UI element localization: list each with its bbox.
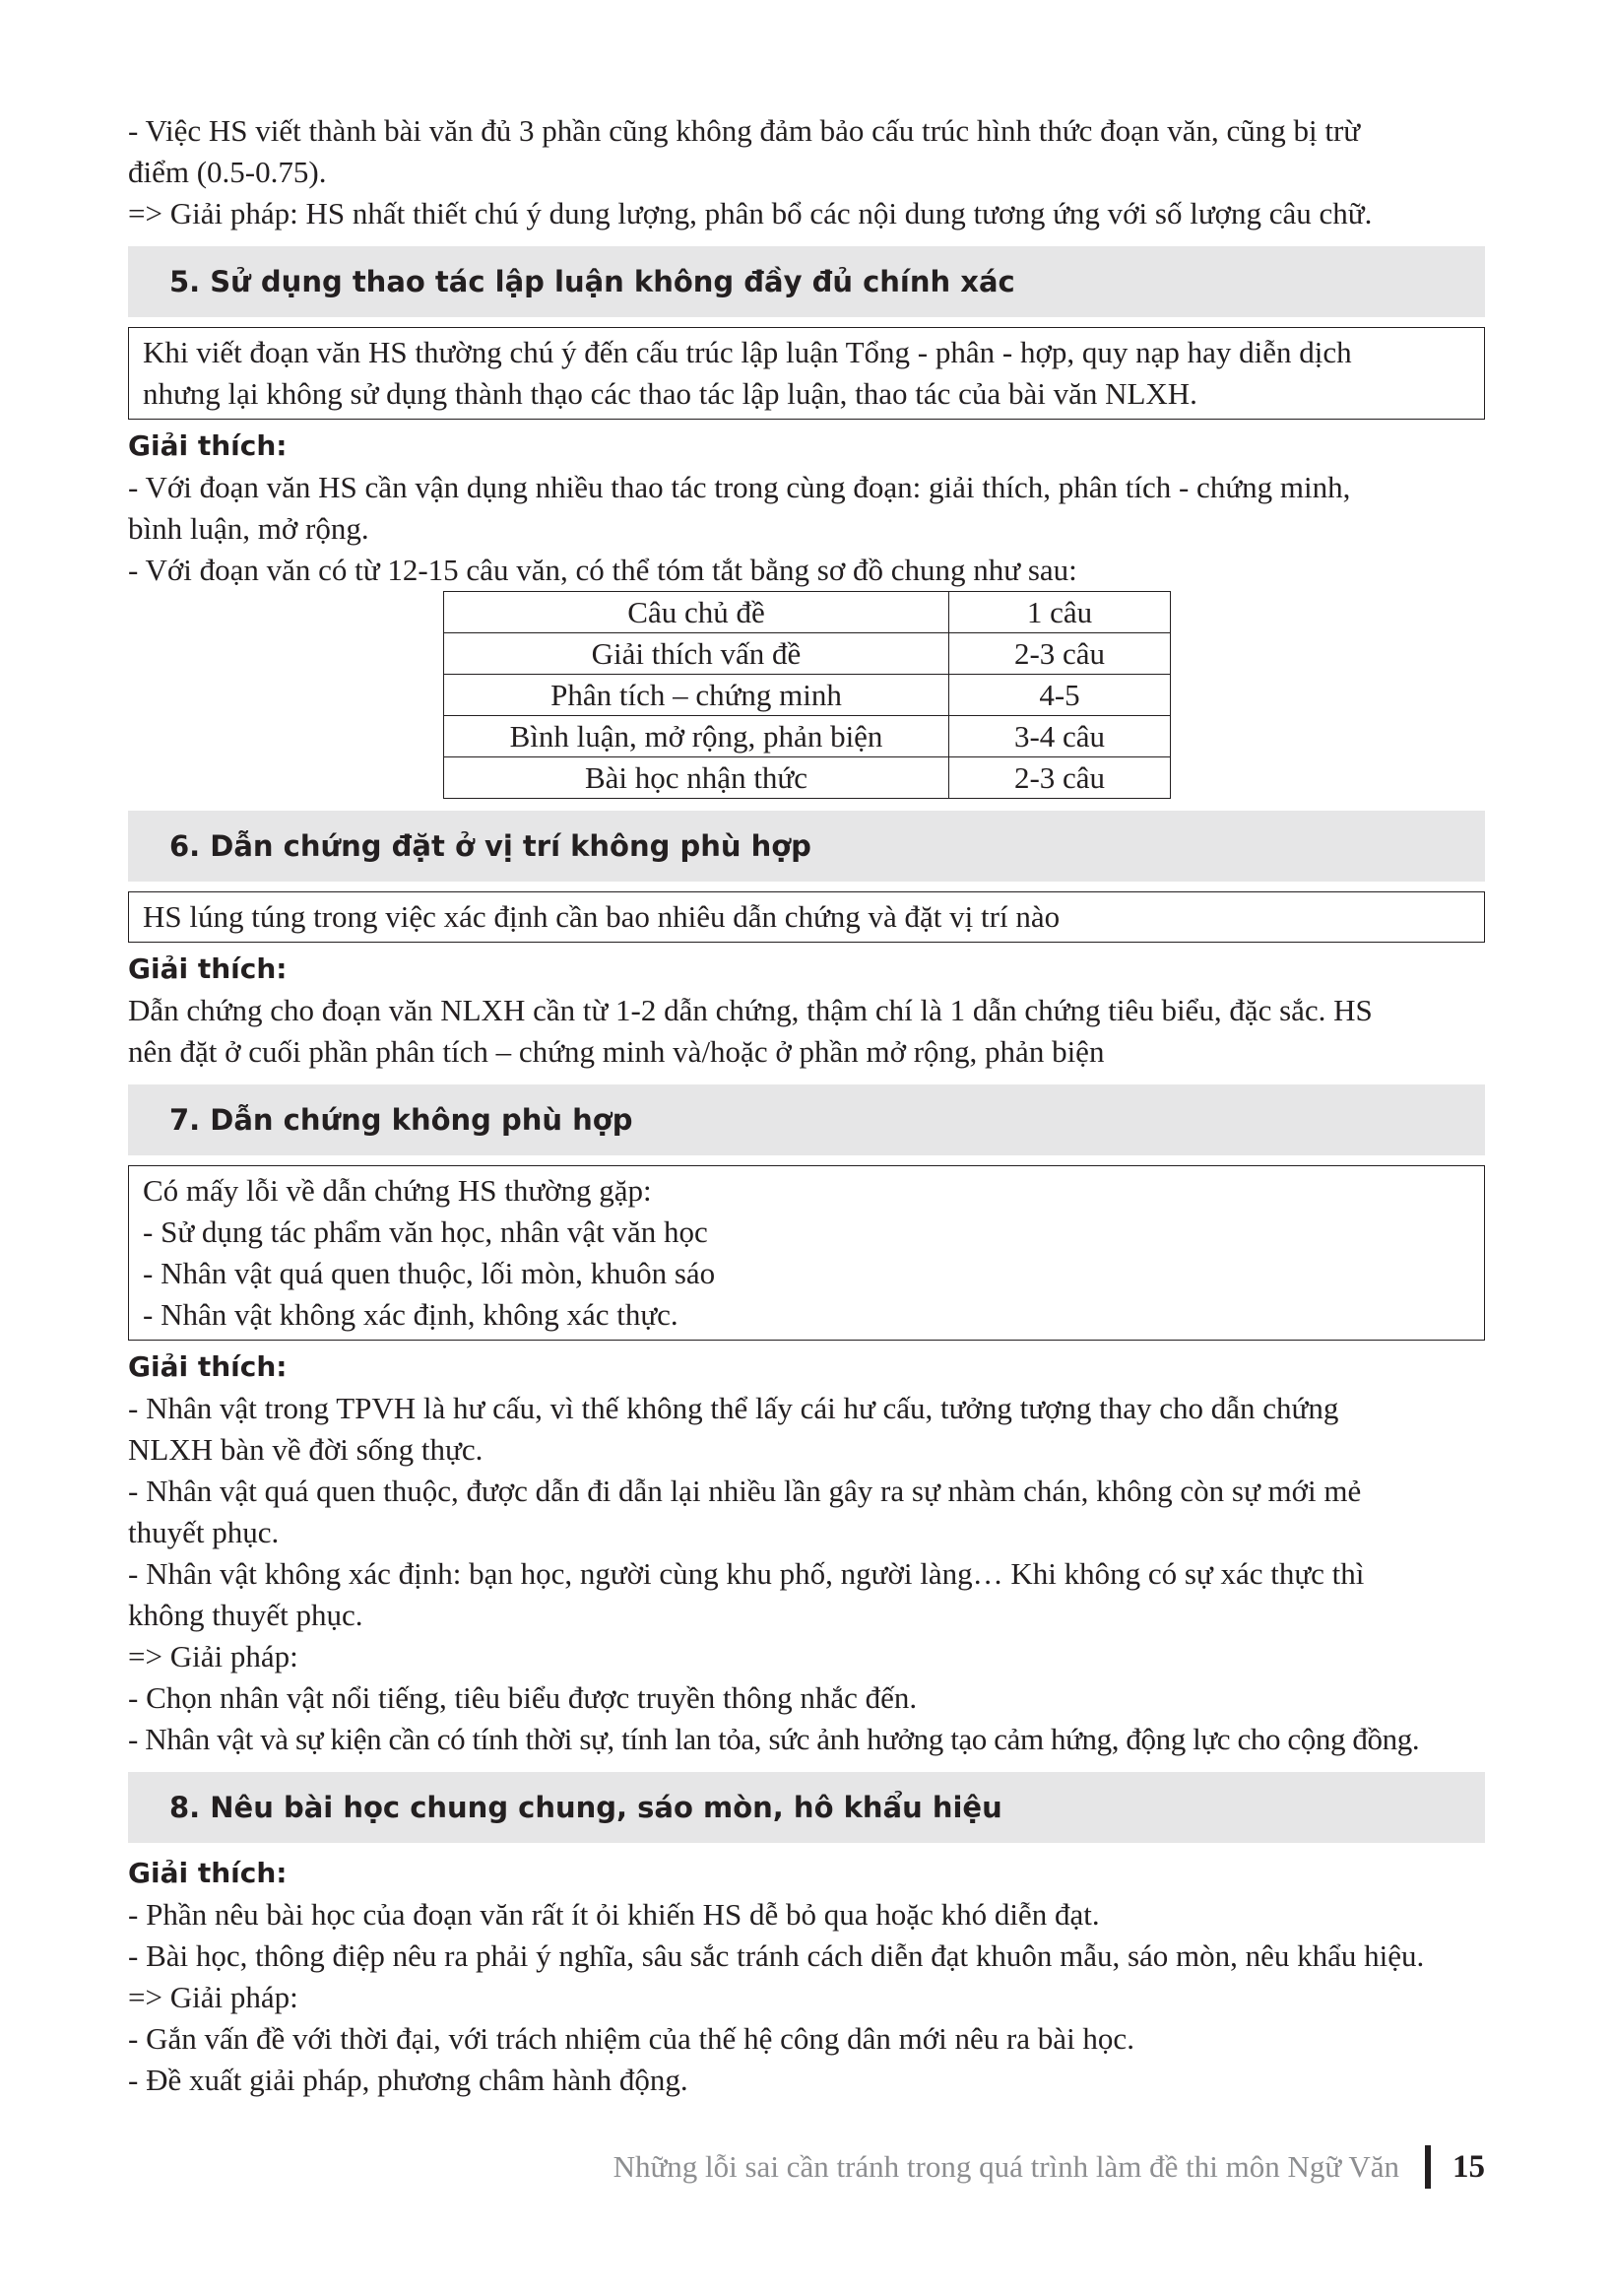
page-footer: [0, 2142, 1485, 2192]
section-7-box: [128, 1165, 1485, 1341]
paragraph-line: => Giải pháp:: [128, 1639, 298, 1673]
table-cell: 3-4 câu: [949, 716, 1171, 757]
section-7-label: Giải thích:: [128, 1350, 288, 1383]
section-7-heading: 7. Dẫn chứng không phù hợp: [128, 1084, 1485, 1155]
paragraph-line: không thuyết phục.: [128, 1598, 363, 1632]
section-8-label: Giải thích:: [128, 1857, 288, 1889]
table-row: [444, 757, 1171, 799]
table-row: [444, 675, 1171, 716]
section-6-box: [128, 891, 1485, 943]
paragraph-line: - Nhân vật không xác định: bạn học, người cùng khu phố, người làng… Khi không có sự xác thực thì: [128, 1556, 1365, 1591]
paragraph-line: - Nhân vật trong TPVH là hư cấu, vì thế không thể lấy cái hư cấu, tưởng tượng thay cho dẫn chứng: [128, 1391, 1339, 1425]
paragraph-line: điểm (0.5-0.75).: [128, 155, 327, 189]
table-cell: 2-3 câu: [949, 757, 1171, 799]
paragraph-line: Dẫn chứng cho đoạn văn NLXH cần từ 1-2 dẫn chứng, thậm chí là 1 dẫn chứng tiêu biểu, đặc sắc. HS: [128, 993, 1373, 1027]
table-cell: 1 câu: [949, 592, 1171, 633]
paragraph-line: - Gắn vấn đề với thời đại, với trách nhiệm của thế hệ công dân mới nêu ra bài học.: [128, 2021, 1134, 2056]
table-cell: Giải thích vấn đề: [444, 633, 949, 675]
paragraph-line: - Việc HS viết thành bài văn đủ 3 phần cũng không đảm bảo cấu trúc hình thức đoạn văn, cũng bị trừ: [128, 113, 1361, 148]
table-cell: Phân tích – chứng minh: [444, 675, 949, 716]
section-5-label: Giải thích:: [128, 429, 288, 462]
box-line: Khi viết đoạn văn HS thường chú ý đến cấu trúc lập luận Tổng - phân - hợp, quy nạp hay diễn dịch: [143, 335, 1352, 369]
section-5-heading: 5. Sử dụng thao tác lập luận không đầy đủ chính xác: [128, 246, 1485, 317]
box-line: - Nhân vật không xác định, không xác thực.: [143, 1297, 678, 1332]
paragraph-line: - Nhân vật và sự kiện cần có tính thời sự, tính lan tỏa, sức ảnh hưởng tạo cảm hứng, động lực cho cộng đồng.: [128, 1722, 1420, 1756]
paragraph-line: => Giải pháp: HS nhất thiết chú ý dung lượng, phân bổ các nội dung tương ứng với số lượng câu chữ.: [128, 196, 1373, 230]
paragraph-line: - Với đoạn văn có từ 12-15 câu văn, có thể tóm tắt bằng sơ đồ chung như sau:: [128, 553, 1077, 587]
paragraph-line: nên đặt ở cuối phần phân tích – chứng minh và/hoặc ở phần mở rộng, phản biện: [128, 1034, 1105, 1069]
paragraph-line: thuyết phục.: [128, 1515, 280, 1549]
paragraph-line: => Giải pháp:: [128, 1980, 298, 2014]
table-cell: Bình luận, mở rộng, phản biện: [444, 716, 949, 757]
table-cell: 4-5: [949, 675, 1171, 716]
box-line: HS lúng túng trong việc xác định cần bao nhiêu dẫn chứng và đặt vị trí nào: [143, 899, 1061, 934]
page-content: [128, 110, 1485, 2101]
paragraph-structure-table: [443, 591, 1171, 799]
box-line: Có mấy lỗi về dẫn chứng HS thường gặp:: [143, 1173, 652, 1208]
section-6-label: Giải thích:: [128, 952, 288, 985]
table-cell: Câu chủ đề: [444, 592, 949, 633]
table-row: [444, 633, 1171, 675]
table-row: [444, 592, 1171, 633]
paragraph-line: - Nhân vật quá quen thuộc, được dẫn đi dẫn lại nhiều lần gây ra sự nhàm chán, không còn sự mới mẻ: [128, 1474, 1362, 1508]
box-line: nhưng lại không sử dụng thành thạo các thao tác lập luận, thao tác của bài văn NLXH.: [143, 376, 1197, 411]
section-5-box: [128, 327, 1485, 420]
table-cell: Bài học nhận thức: [444, 757, 949, 799]
paragraph-line: - Bài học, thông điệp nêu ra phải ý nghĩa, sâu sắc tránh cách diễn đạt khuôn mẫu, sáo mòn, nêu khẩu hiệu.: [128, 1938, 1425, 1973]
box-line: - Nhân vật quá quen thuộc, lối mòn, khuôn sáo: [143, 1256, 716, 1290]
paragraph-line: - Chọn nhân vật nổi tiếng, tiêu biểu được truyền thông nhắc đến.: [128, 1680, 918, 1715]
footer-divider: [1425, 2145, 1431, 2189]
paragraph-line: - Đề xuất giải pháp, phương châm hành động.: [128, 2063, 688, 2097]
section-6-heading: 6. Dẫn chứng đặt ở vị trí không phù hợp: [128, 811, 1485, 882]
box-line: - Sử dụng tác phẩm văn học, nhân vật văn học: [143, 1214, 708, 1249]
page-number: 15: [1452, 2148, 1485, 2185]
table-cell: 2-3 câu: [949, 633, 1171, 675]
table-row: [444, 716, 1171, 757]
paragraph-line: - Với đoạn văn HS cần vận dụng nhiều thao tác trong cùng đoạn: giải thích, phân tích - chứng minh,: [128, 470, 1351, 504]
footer-title: Những lỗi sai cần tránh trong quá trình làm đề thi môn Ngữ Văn: [613, 2149, 1399, 2184]
paragraph-line: - Phần nêu bài học của đoạn văn rất ít ỏi khiến HS dễ bỏ qua hoặc khó diễn đạt.: [128, 1897, 1100, 1932]
section-8-heading: 8. Nêu bài học chung chung, sáo mòn, hô khẩu hiệu: [128, 1772, 1485, 1843]
paragraph-line: bình luận, mở rộng.: [128, 511, 369, 546]
paragraph-line: NLXH bàn về đời sống thực.: [128, 1432, 484, 1467]
